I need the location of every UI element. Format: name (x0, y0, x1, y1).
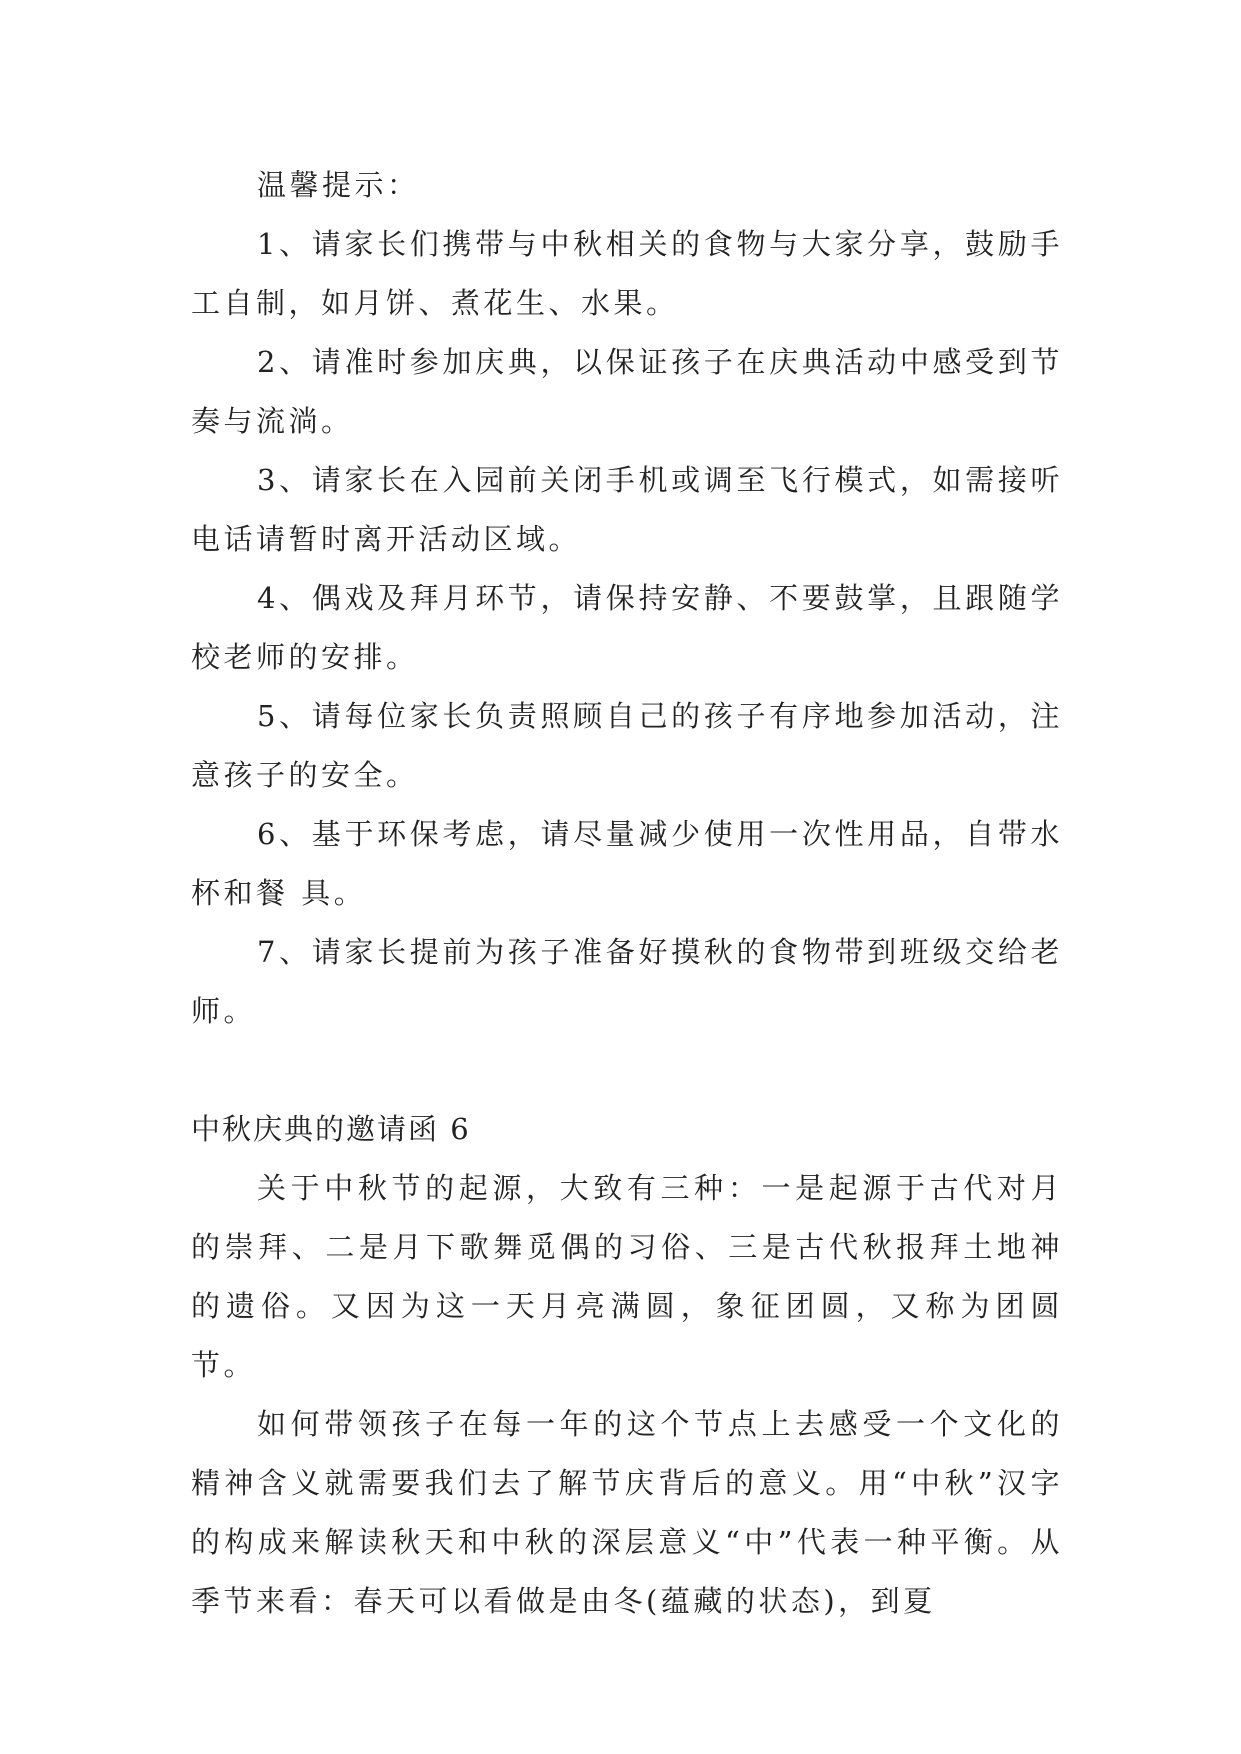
tip-item-7: 7、请家长提前为孩子准备好摸秋的食物带到班级交给老师。 (191, 935, 1063, 1028)
tip-item-4: 4、偶戏及拜月环节，请保持安静、不要鼓掌，且跟随学校老师的安排。 (191, 581, 1063, 674)
section-paragraph-2: 如何带领孩子在每一年的这个节点上去感受一个文化的精神含义就需要我们去了解节庆背后的意义。用“中秋”汉字的构成来解读秋天和中秋的深层意义“中”代表一种平衡。从季节来看：春天可以看做是由冬(蕴藏的状态)，到夏 (191, 1407, 1063, 1618)
section-paragraph-1: 关于中秋节的起源，大致有三种：一是起源于古代对月的崇拜、二是月下歌舞觅偶的习俗、三是古代秋报拜土地神的遗俗。又因为这一天月亮满圆，象征团圆，又称为团圆节。 (191, 1171, 1063, 1382)
section-spacer (191, 1041, 1063, 1100)
tips-heading: 温馨提示： (257, 168, 420, 202)
tip-item-6: 6、基于环保考虑，请尽量减少使用一次性用品，自带水杯和餐 具。 (191, 817, 1063, 910)
document-body (191, 156, 1063, 1631)
tip-item-3: 3、请家长在入园前关闭手机或调至飞行模式，如需接听电话请暂时离开活动区域。 (191, 463, 1063, 556)
tip-item-1: 1、请家长们携带与中秋相关的食物与大家分享，鼓励手工自制，如月饼、煮花生、水果。 (191, 227, 1063, 320)
tip-item-5: 5、请每位家长负责照顾自己的孩子有序地参加活动，注意孩子的安全。 (191, 699, 1063, 792)
tip-item-2: 2、请准时参加庆典，以保证孩子在庆典活动中感受到节奏与流淌。 (191, 345, 1063, 438)
section-title: 中秋庆典的邀请函 6 (191, 1112, 471, 1146)
